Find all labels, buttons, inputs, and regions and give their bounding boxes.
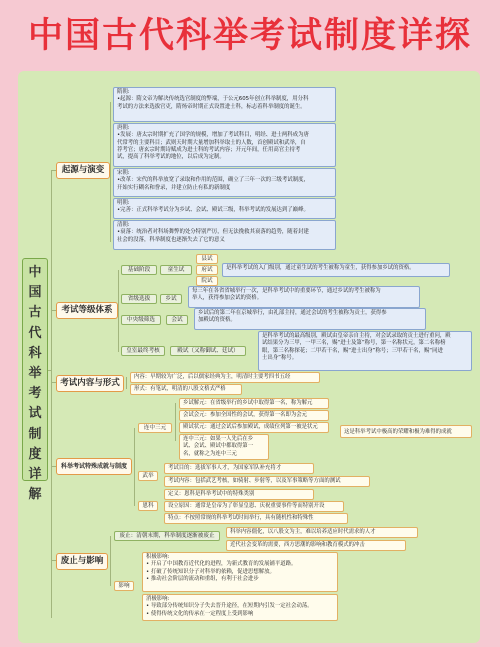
lianzhong-xiangshi: 乡试解元：在省级举行的乡试中取得第一名，称为解元 — [179, 398, 329, 409]
label-dianshi: 殿试（又称御试、廷试） — [170, 346, 246, 356]
content-connector — [126, 377, 127, 389]
origin-qing: 清朝: •衰落：统治者对科场舞弊的处分特别严厉，但无法挽救其衰落的趋势，随着封建 社会的没落，科举制度也逐渐失去了它的意义 — [113, 220, 336, 250]
wuju-content: 考试内容：包括武艺考核，如骑射、步射等，以及军事策略等方面的测试 — [164, 476, 370, 487]
content-neirong: 内容：早期较为广泛，后以儒家经典为主，明清时主要考四书五经 — [130, 372, 320, 383]
special-connector — [134, 428, 135, 506]
dianshi-desc: 是科举考试的最高级别，殿试由皇帝亲自主持，对会试录取的贡士进行重问，殿 试结果分为三甲，一甲三名，赐“进士及第”称号，第一名称状元，第二名称榜 眼，第三名称探花；二甲若干名，赐“进士出身”称号；三甲若干名，赐“同进 士出身”称号。 — [258, 331, 472, 371]
side-connector — [48, 370, 52, 371]
label-provincial: 省级选拔 — [121, 294, 157, 304]
huishi-desc: 乡试后的第二年在京城举行，由礼部主持，通过会试的考生被称为贡士，获得参 加殿试的资格。 — [194, 308, 426, 330]
label-tongsheng: 童生试 — [160, 265, 192, 275]
enke-reason: 设立原因：通常是皇帝为了彰显皇恩、庆祝重要事件等而特别开设 — [164, 501, 344, 512]
lianzhong-huishi: 会试会元：参加全国性的会试，获得第一名即为会元 — [179, 410, 329, 421]
label-xianshi: 县试 — [196, 254, 218, 264]
lianzhong-side-note: 这是科举考试中极高的荣耀和极为难得的成就 — [340, 425, 472, 438]
abolish-connector — [110, 536, 111, 586]
origin-tang: 唐朝: •发展：唐太宗时期扩充了国学的规模，增加了考试科目，明经、进士两科成为唐 代常考的主要科目；武则天时期大量增加科举取士的人数，首创殿试和武举，自 荐考官；唐玄宗时期诗赋成为进士科的考试内容；开元年间，任用高官主持考 试，提高了科举考试的地位，以后成为定制。 — [113, 123, 336, 167]
category-abolish: 废止与影响 — [56, 553, 108, 570]
label-central: 中央级筛选 — [121, 315, 161, 325]
label-basic: 基础阶段 — [121, 265, 157, 275]
label-yingxiang: 影响 — [114, 581, 134, 591]
category-content: 考试内容与形式 — [56, 375, 124, 392]
origin-song: 宋朝: •改革：宋代的科举放宽了录取和作用的范围，确立了三年一次的三级考试制度， 开始实行糊名和誊录，并建立防止有私的新制度 — [113, 168, 336, 197]
page-title: 中国古代科举考试制度详探 — [27, 16, 472, 56]
label-fushi: 府试 — [196, 265, 218, 275]
negative-impact: 消极影响: • 导致部分传统知识分子失去晋升途径，在短期内引发一定社会动荡。 • 使得传统文化的传承在一定程度上受到影响 — [142, 594, 338, 621]
label-lianzhong: 连中三元 — [138, 423, 172, 433]
label-wuju: 武举 — [138, 471, 158, 481]
levels-connector — [118, 270, 119, 352]
lianzhong-dianshi: 殿试状元：通过会试后参加殿试，成绩位列第一被是状元 — [179, 422, 329, 433]
trunk-line — [51, 170, 52, 618]
xiangshi-desc: 每三年在各省省城举行一次，是科举考试中的重要环节，通过乡试的考生被称为 举人，获得参加会试的资格。 — [188, 286, 420, 308]
label-enke: 恩科 — [138, 501, 158, 511]
feizhi-reason: 科举内容僵化，以八股文为主，难以培养适应时代需求的人才 — [226, 527, 418, 538]
label-feizhi: 废止：清朝末期，科举制度逐渐被废止 — [114, 531, 220, 541]
positive-impact: 积极影响: • 开启了中国教育近代化的进程，为新式教育的发展铺平道路。 • 打破了传统知识分子对科举的依赖，促进思想解放。 • 推动社会阶层的流动和重组，有利于社会进步 — [142, 552, 338, 592]
origin-connector — [110, 102, 111, 242]
side-title: 中国古代科举考试制度详解 — [22, 258, 48, 481]
lianzhong-desc: 连中三元：如果一人先后在乡 试、会试、殿试中都取得第一 名，就称之为连中三元 — [179, 434, 269, 460]
content-xingshi: 形式：有笔试，明清的八股文格式严格 — [130, 384, 242, 395]
enke-feature: 特点：不按照常规的科举考试时间举行，具有随机性和特殊性 — [164, 513, 348, 524]
label-xiangshi: 乡试 — [160, 294, 182, 304]
label-huishi: 会试 — [166, 315, 188, 325]
label-top: 皇室最终考核 — [121, 346, 165, 356]
label-yuanshi: 院试 — [196, 276, 218, 286]
wuju-target: 考试目的：选拔军事人才，为国家军队补充将才 — [164, 463, 314, 474]
enke-definition: 定义：恩科是科举考试中的特殊类别 — [164, 489, 314, 500]
feizhi-impact: 近代社会变革的需要，西方思潮的影响和教育模式的冲击 — [226, 540, 406, 551]
category-special: 科举考试特殊成就与制度 — [56, 458, 132, 475]
category-origin: 起源与演变 — [56, 162, 110, 179]
lianzhong-connector — [175, 403, 176, 441]
tongsheng-desc: 是科举考试的入门级别，通过童生试的考生被称为童生，获得参加乡试的资格。 — [222, 263, 450, 277]
origin-sui: 隋朝: •起源：隋文帝为解决传统选官制度的弊端，于公元605年创立科举制度，用分科 考试的方法来选拔官吏，隋炀帝时期正式设置进士科，标志着科举制度的诞生。 — [113, 87, 336, 122]
category-levels: 考试等级体系 — [56, 302, 118, 319]
origin-ming: 明朝: •完善：正式科举考试分为乡试、会试、殿试三级，科举考试的发展达到了巅峰。 — [113, 198, 336, 219]
